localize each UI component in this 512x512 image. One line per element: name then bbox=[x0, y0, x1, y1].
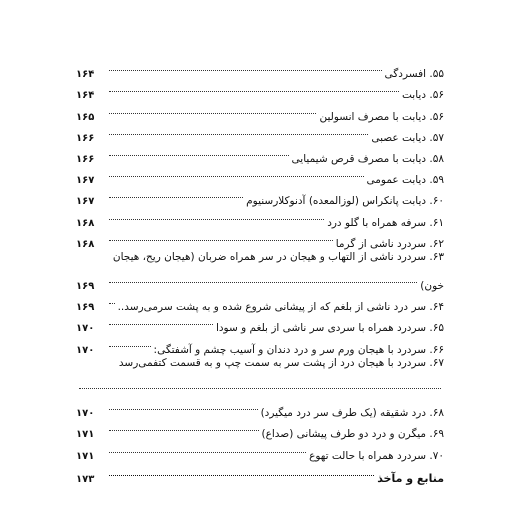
toc-entry-title: ۶۲. سردرد ناشی از گرما bbox=[335, 237, 444, 250]
toc-entry-title: ۶۱. سرفه همراه با گلو درد bbox=[327, 216, 444, 229]
toc-entry-title: منابع و مآخذ bbox=[377, 471, 444, 485]
toc-entry-page: ۱۶۴ bbox=[76, 69, 95, 81]
dot-leader bbox=[109, 183, 243, 204]
toc-entry bbox=[76, 289, 444, 314]
dot-leader bbox=[109, 77, 399, 98]
toc-entry-page: ۱۶۶ bbox=[76, 153, 95, 165]
toc-entry-page: ۱۷۰ bbox=[76, 408, 95, 420]
toc-entry-title: ۶۸. درد شقیقه (یک طرف سر درد میگیرد) bbox=[260, 407, 444, 420]
dot-leader bbox=[109, 56, 382, 77]
dot-leader bbox=[109, 98, 316, 119]
dot-leader bbox=[109, 461, 374, 482]
toc-entry-page: ۱۶۵ bbox=[76, 111, 95, 123]
toc-entry-title: ۵۹. دیابت عمومی bbox=[366, 174, 444, 187]
dot-leader bbox=[109, 120, 368, 141]
toc-entry-page: ۱۷۳ bbox=[76, 473, 95, 485]
toc-entry-page: ۱۷۱ bbox=[76, 450, 95, 462]
toc-entry-page: ۱۶۸ bbox=[76, 217, 95, 229]
dot-leader bbox=[109, 395, 258, 416]
toc-entry bbox=[76, 77, 444, 102]
dot-leader bbox=[109, 310, 213, 331]
toc-entry-title: ۶۵. سردرد همراه با سردی سر ناشی از بلغم و سودا bbox=[215, 322, 444, 335]
dot-leader bbox=[79, 374, 441, 395]
toc-entry-title: ۵۵. افسردگی bbox=[384, 68, 444, 81]
dot-leader bbox=[109, 268, 417, 289]
toc-entry-title: ۶۳. سردرد ناشی از التهاب و هیجان در سر همراه ضربان (هیجان ریح، هیجان bbox=[112, 250, 444, 263]
dot-leader bbox=[109, 289, 115, 310]
toc-entry bbox=[76, 395, 444, 420]
toc-entry-title: ۵۶. دیابت با مصرف انسولین bbox=[319, 110, 444, 123]
toc-entry bbox=[76, 56, 444, 81]
toc-entry-page: ۱۷۰ bbox=[76, 323, 95, 335]
toc-entry-title: ۵۶. دیابت bbox=[402, 89, 444, 102]
toc-entry-page: ۱۶۹ bbox=[76, 302, 95, 314]
toc-entry-title: ۵۷. دیابت عصبی bbox=[371, 131, 444, 144]
toc-entry-title: ۷۰. سردرد همراه با حالت تهوع bbox=[309, 449, 444, 462]
toc-entry bbox=[76, 268, 444, 293]
toc-entry-page: ۱۶۶ bbox=[76, 132, 95, 144]
toc-entry-title: ۵۸. دیابت با مصرف قرص شیمیایی bbox=[291, 152, 444, 165]
toc-entry-page: ۱۶۴ bbox=[76, 90, 95, 102]
toc-entry-leader-line bbox=[76, 374, 444, 395]
toc-entry-line bbox=[76, 353, 444, 374]
dot-leader bbox=[109, 204, 324, 225]
toc-entry-page: ۱۶۷ bbox=[76, 196, 95, 208]
toc-entry-title: ۶۷. سردرد با هیجان درد از پشت سر به سمت چپ و به قسمت کتفمی‌رسد bbox=[118, 356, 444, 369]
toc-entry-page: ۱۶۸ bbox=[76, 238, 95, 250]
toc-entry-page: ۱۷۱ bbox=[76, 429, 95, 441]
dot-leader bbox=[109, 331, 151, 352]
toc-entry bbox=[76, 98, 444, 123]
toc-entry-page: ۱۶۹ bbox=[76, 281, 95, 293]
toc-entry-line bbox=[76, 247, 444, 268]
dot-leader bbox=[109, 162, 364, 183]
toc-entry-title: ۶۴. سر درد ناشی از بلغم که از پیشانی شروع شده و به پشت سرمی‌رسد.. bbox=[117, 301, 444, 314]
toc-entry-title: ۶۰. دیابت پانکراس (لوزالمعده) آدنوکلارسنیوم bbox=[246, 195, 444, 208]
dot-leader bbox=[109, 141, 289, 162]
toc-entry-page: ۱۷۰ bbox=[76, 344, 95, 356]
table-of-contents bbox=[76, 56, 444, 485]
dot-leader bbox=[109, 226, 333, 247]
dot-leader bbox=[109, 416, 259, 437]
toc-entry-page: ۱۶۷ bbox=[76, 175, 95, 187]
toc-entry-title-continued: خون) bbox=[420, 280, 444, 293]
toc-entry-title: ۶۶. سردرد با هیجان ورم سر و درد دندان و آسیب چشم و آشفتگی: bbox=[153, 343, 444, 356]
dot-leader bbox=[109, 437, 306, 458]
toc-entry-title: ۶۹. میگرن و درد دو طرف پیشانی (صداع) bbox=[261, 428, 444, 441]
